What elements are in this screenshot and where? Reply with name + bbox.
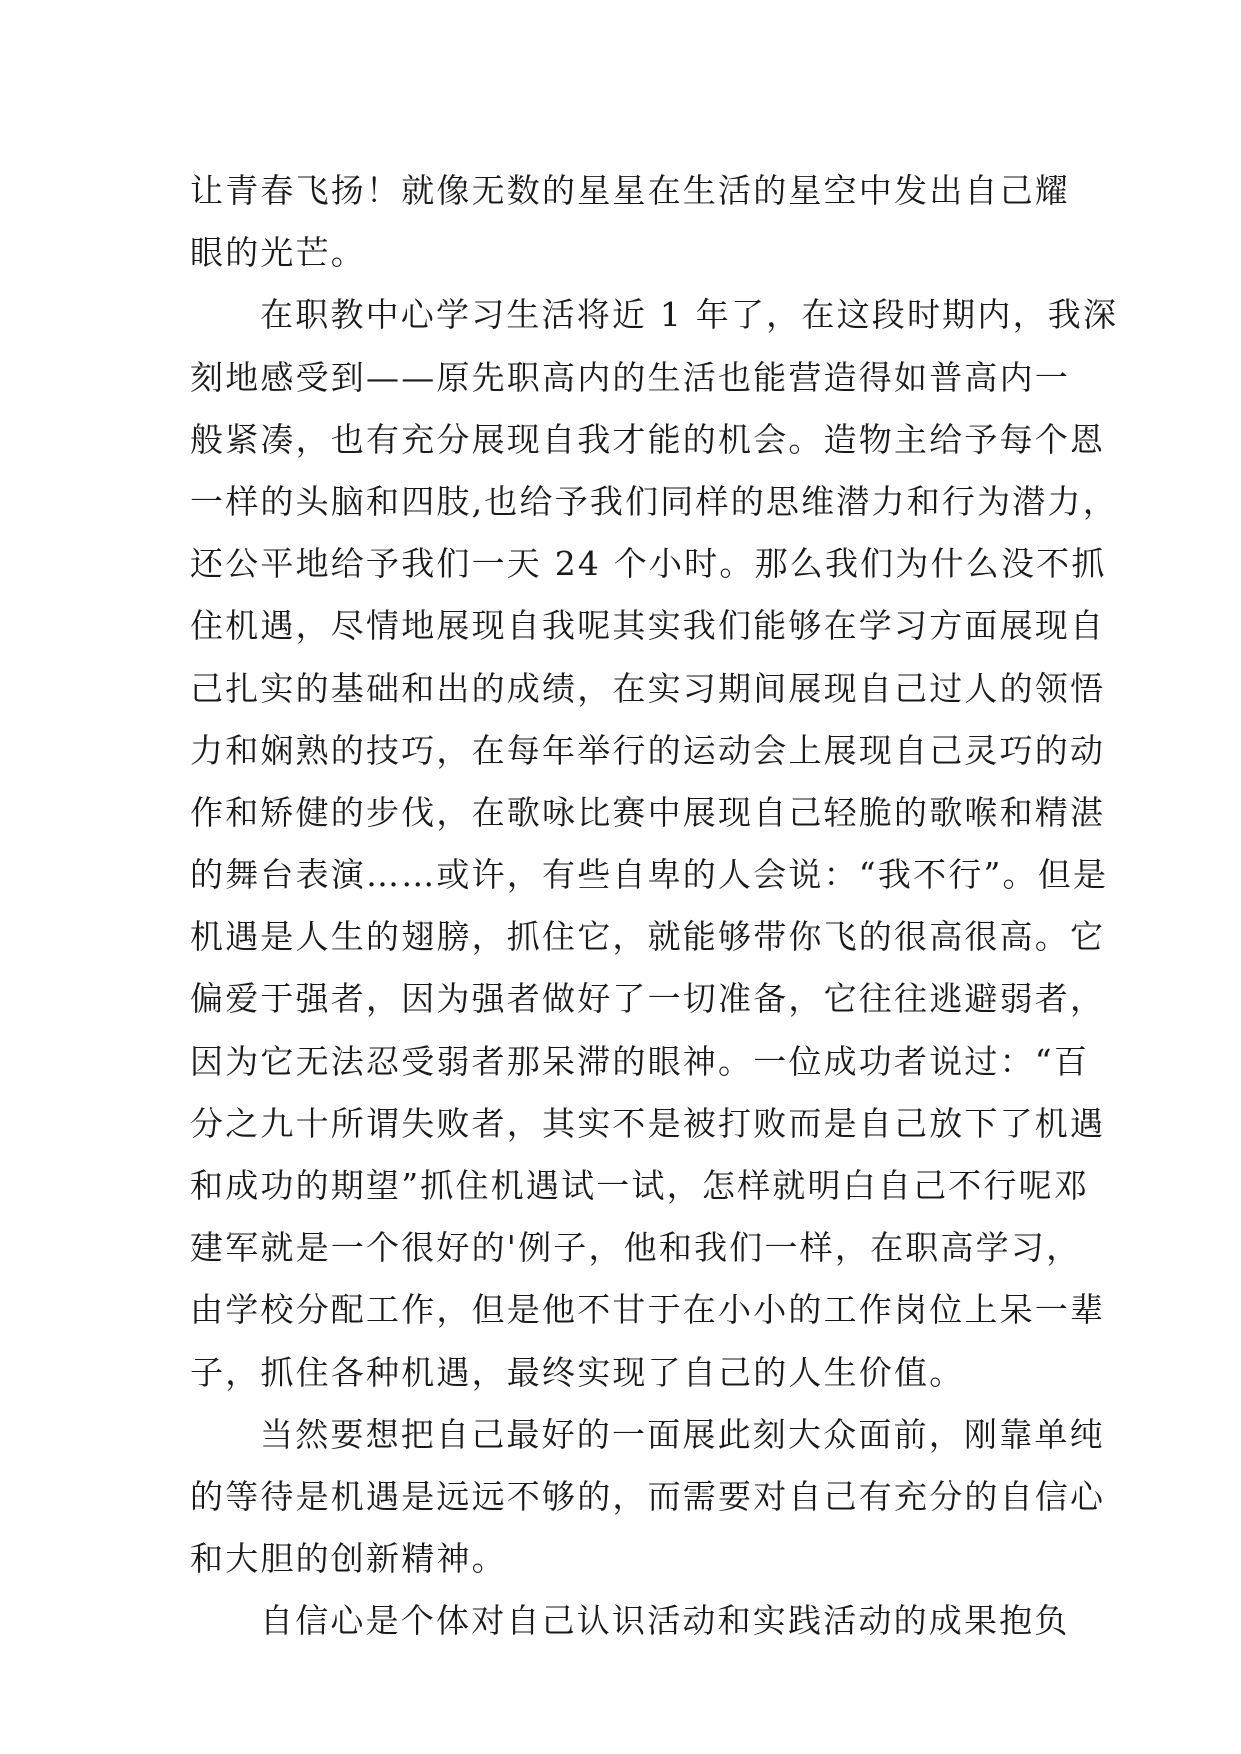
text-line: 的舞台表演……或许，有些自卑的人会说：“我不行”。但是 xyxy=(190,855,1109,895)
text-line: 一样的头脑和四肢,也给予我们同样的思维潜力和行为潜力， xyxy=(190,481,1118,521)
text-line: 般紧凑，也有充分展现自我才能的机会。造物主给予每个恩 xyxy=(190,419,1106,459)
text-line: 让青春飞扬！就像无数的星星在生活的星空中发出自己耀 xyxy=(190,171,1070,210)
text-line: 子，抓住各种机遇，最终实现了自己的人生价值。 xyxy=(190,1352,965,1392)
text-line: 自信心是个体对自己认识活动和实践活动的成果抱负 xyxy=(260,1601,1070,1641)
body-text xyxy=(190,160,1119,1653)
text-line: 还公平地给予我们一天 24 个小时。那么我们为什么没不抓 xyxy=(190,544,1107,584)
text-line: 己扎实的基础和出的成绩，在实习期间展现自己过人的领悟 xyxy=(190,668,1106,708)
text-line: 力和娴熟的技巧，在每年举行的运动会上展现自己灵巧的动 xyxy=(190,730,1106,770)
text-line: 眼的光芒。 xyxy=(190,233,366,273)
text-line: 刻地感受到——原先职高内的生活也能营造得如普高内一 xyxy=(190,357,1070,397)
text-line: 在职教中心学习生活将近 1 年了，在这段时期内，我深 xyxy=(260,295,1119,335)
text-line: 的等待是机遇是远远不够的，而需要对自己有充分的自信心 xyxy=(190,1476,1106,1516)
text-line: 和成功的期望”抓住机遇试一试，怎样就明白自己不行呢邓 xyxy=(190,1166,1090,1205)
text-line: 和大胆的创新精神。 xyxy=(190,1539,507,1579)
text-line: 作和矫健的步伐，在歌咏比赛中展现自己轻脆的歌喉和精湛 xyxy=(190,792,1106,832)
text-line: 机遇是人生的翅膀，抓住它，就能够带你飞的很高很高。它 xyxy=(190,917,1106,957)
text-line: 当然要想把自己最好的一面展此刻大众面前，刚靠单纯 xyxy=(260,1414,1105,1454)
text-line: 因为它无法忍受弱者那呆滞的眼神。一位成功者说过：“百 xyxy=(190,1041,1090,1081)
text-line: 建军就是一个很好的'例子，他和我们一样，在职高学习， xyxy=(190,1228,1082,1268)
text-line: 由学校分配工作，但是他不甘于在小小的工作岗位上呆一辈 xyxy=(190,1290,1106,1330)
text-line: 偏爱于强者，因为强者做好了一切准备，它往往逃避弱者， xyxy=(190,979,1106,1019)
text-line: 住机遇，尽情地展现自我呢其实我们能够在学习方面展现自 xyxy=(190,606,1106,646)
text-line: 分之九十所谓失败者，其实不是被打败而是自己放下了机遇 xyxy=(190,1103,1106,1143)
